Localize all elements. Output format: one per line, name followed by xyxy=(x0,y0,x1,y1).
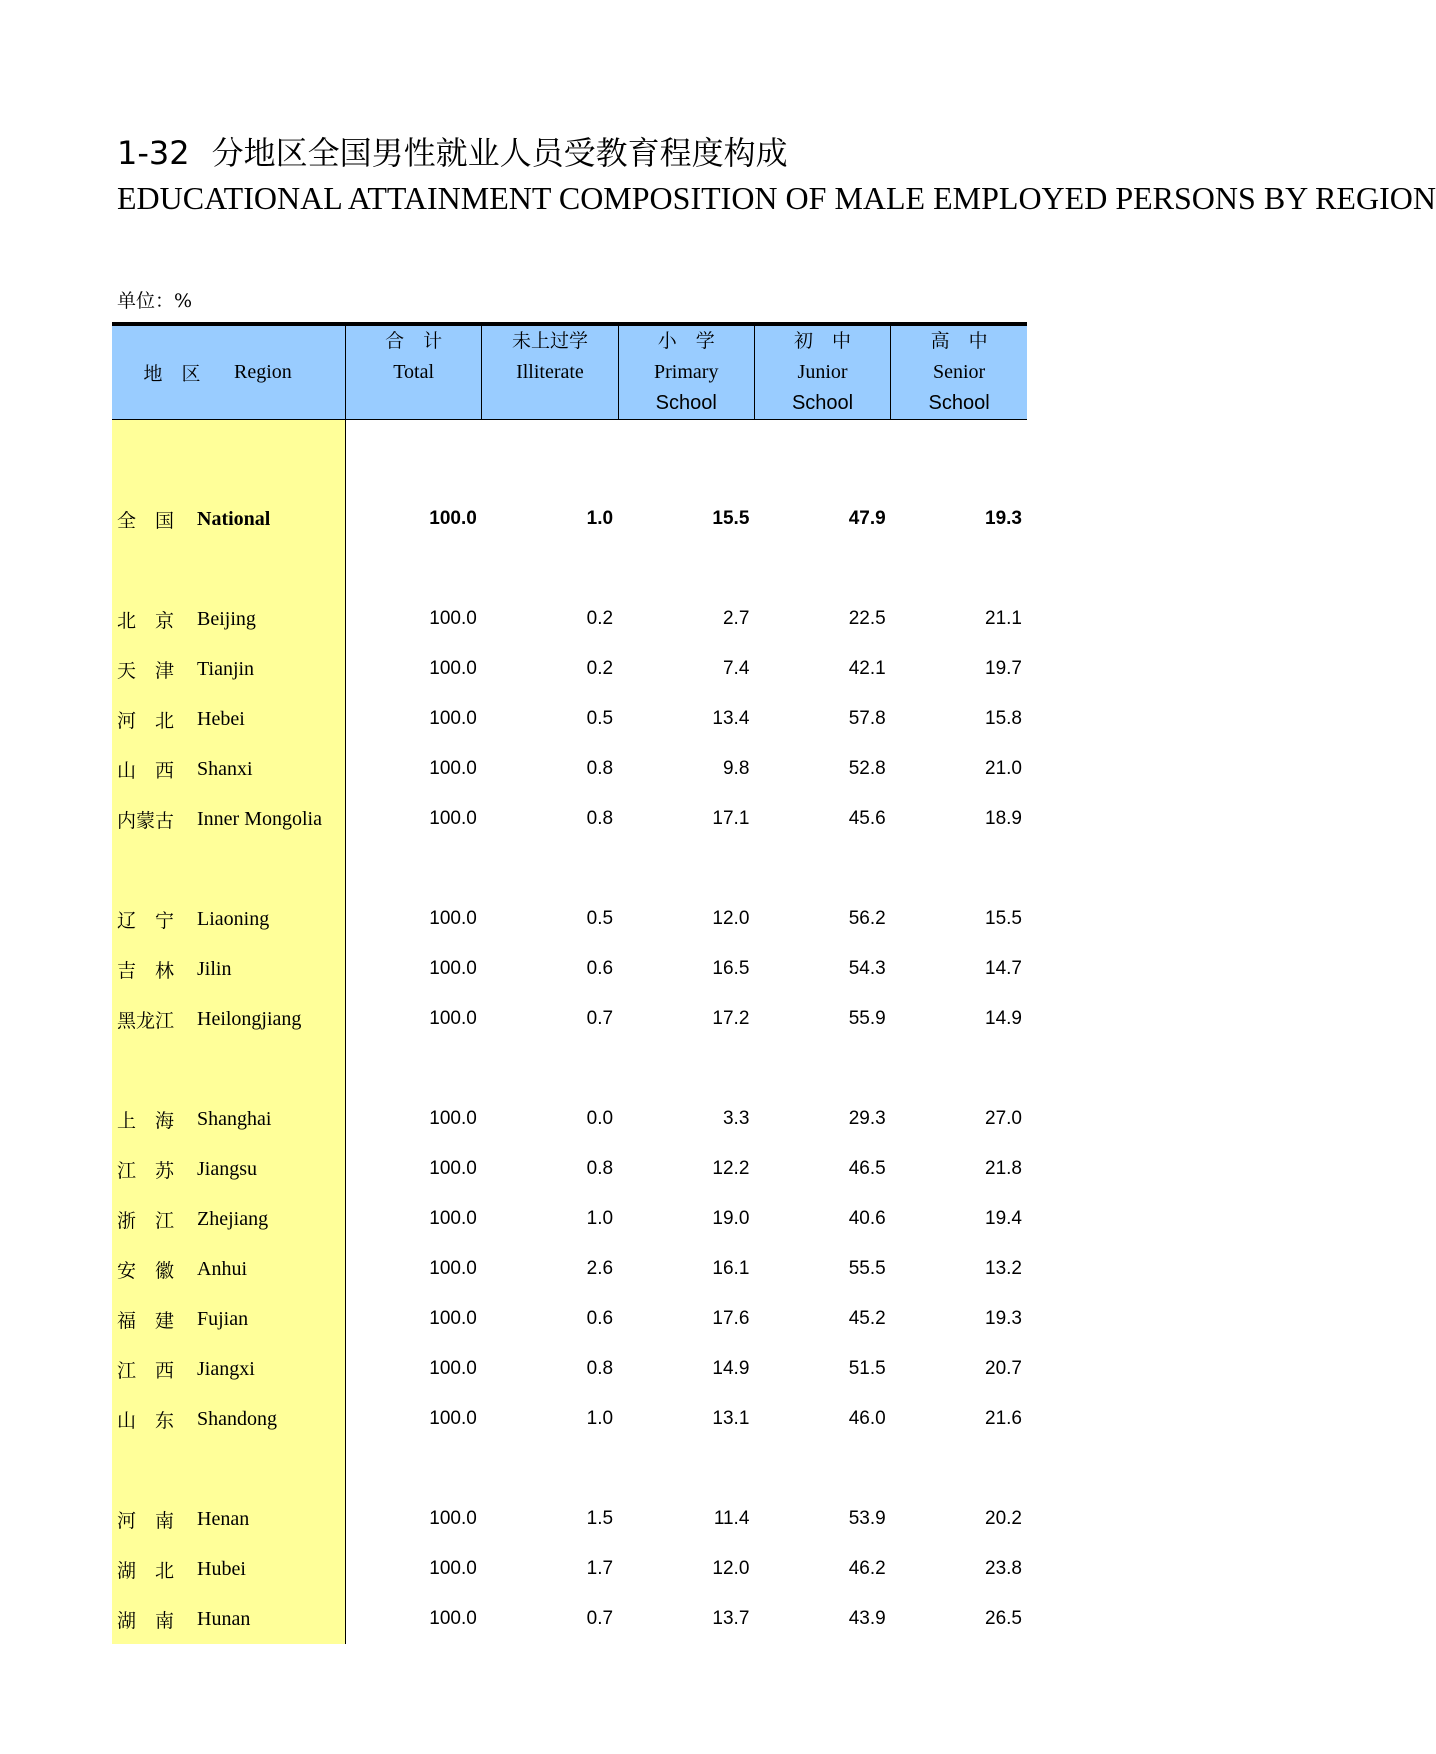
value-total: 100.0 xyxy=(429,758,477,779)
table-body xyxy=(112,420,1027,1645)
value-illiterate: 0.7 xyxy=(586,1008,614,1029)
value-junior: 46.0 xyxy=(848,1408,886,1429)
header-total xyxy=(346,324,482,420)
value-illiterate: 0.8 xyxy=(586,808,614,829)
table-row xyxy=(112,1094,1027,1144)
value-total: 100.0 xyxy=(429,1608,477,1629)
header-junior-en2: School xyxy=(791,392,854,414)
header-primary-en2: School xyxy=(655,392,717,414)
value-total: 100.0 xyxy=(429,808,477,829)
header-region-en: Region xyxy=(234,361,292,383)
value-illiterate: 0.8 xyxy=(586,1358,614,1379)
region-cell xyxy=(112,644,346,694)
value-junior: 55.9 xyxy=(848,1008,886,1029)
value-primary: 13.7 xyxy=(712,1608,750,1629)
value-senior: 21.1 xyxy=(985,608,1022,629)
table-row xyxy=(112,1244,1027,1294)
value-primary: 7.4 xyxy=(722,658,750,679)
region-name-en: Anhui xyxy=(197,1257,247,1280)
region-name-cn: 河 南 xyxy=(117,1509,175,1532)
table-row xyxy=(112,1594,1027,1644)
region-cell xyxy=(112,494,346,544)
value-senior: 19.7 xyxy=(985,658,1022,679)
spacer-row xyxy=(112,420,1027,445)
value-illiterate: 0.5 xyxy=(586,908,614,929)
value-total: 100.0 xyxy=(429,1408,477,1429)
region-cell xyxy=(112,1344,346,1394)
value-senior: 14.7 xyxy=(985,958,1022,979)
header-row xyxy=(112,324,1027,420)
value-primary: 12.2 xyxy=(712,1158,750,1179)
value-junior: 40.6 xyxy=(848,1208,886,1229)
spacer-row xyxy=(112,544,1027,594)
value-primary: 19.0 xyxy=(712,1208,750,1229)
region-cell xyxy=(112,1494,346,1544)
table-row xyxy=(112,494,1027,544)
value-total: 100.0 xyxy=(429,1508,477,1529)
spacer-row xyxy=(112,844,1027,894)
header-senior xyxy=(891,324,1027,420)
table-row xyxy=(112,794,1027,844)
table-row xyxy=(112,994,1027,1044)
value-total: 100.0 xyxy=(429,608,477,629)
value-junior: 45.6 xyxy=(848,808,886,829)
value-total: 100.0 xyxy=(429,1208,477,1229)
header-primary xyxy=(618,324,754,420)
region-cell xyxy=(112,594,346,644)
value-junior: 54.3 xyxy=(848,958,886,979)
table-row xyxy=(112,694,1027,744)
value-junior: 56.2 xyxy=(848,908,886,929)
value-junior: 51.5 xyxy=(848,1358,886,1379)
data-table xyxy=(112,322,1027,1644)
value-senior: 14.9 xyxy=(985,1008,1022,1029)
value-illiterate: 0.2 xyxy=(586,658,614,679)
value-primary: 17.1 xyxy=(712,808,750,829)
region-name-en: Zhejiang xyxy=(197,1207,269,1230)
value-senior: 18.9 xyxy=(985,808,1022,829)
spacer-row xyxy=(112,444,1027,494)
value-illiterate: 0.8 xyxy=(586,1158,614,1179)
value-junior: 55.5 xyxy=(848,1258,886,1279)
header-total-cn: 合 计 xyxy=(385,330,443,352)
region-name-cn: 内蒙古 xyxy=(117,809,175,832)
region-name-en: National xyxy=(197,507,271,530)
value-illiterate: 0.6 xyxy=(586,958,614,979)
value-junior: 22.5 xyxy=(848,608,886,629)
spacer-row xyxy=(112,1444,1027,1494)
value-total: 100.0 xyxy=(429,1358,477,1379)
value-primary: 13.4 xyxy=(712,708,750,729)
region-cell xyxy=(112,794,346,844)
value-primary: 3.3 xyxy=(722,1108,750,1129)
table-row xyxy=(112,594,1027,644)
region-name-cn: 湖 南 xyxy=(117,1609,175,1632)
header-region-cn: 地 区 xyxy=(143,363,201,385)
region-name-cn: 山 西 xyxy=(117,759,175,782)
region-name-en: Shandong xyxy=(197,1407,277,1430)
table-row xyxy=(112,1544,1027,1594)
header-region xyxy=(112,324,346,420)
table-row xyxy=(112,1294,1027,1344)
region-name-cn: 辽 宁 xyxy=(117,909,175,932)
value-primary: 2.7 xyxy=(722,608,750,629)
value-junior: 43.9 xyxy=(848,1608,886,1629)
region-cell xyxy=(112,744,346,794)
region-name-cn: 河 北 xyxy=(117,709,175,732)
value-senior: 26.5 xyxy=(985,1608,1022,1629)
value-total: 100.0 xyxy=(429,958,477,979)
value-primary: 12.0 xyxy=(712,1558,750,1579)
region-name-cn: 浙 江 xyxy=(117,1209,175,1232)
region-name-cn: 上 海 xyxy=(117,1109,175,1132)
value-illiterate: 1.5 xyxy=(586,1508,614,1529)
value-illiterate: 1.0 xyxy=(586,508,614,529)
region-name-cn: 天 津 xyxy=(117,659,175,682)
table-row xyxy=(112,894,1027,944)
value-primary: 12.0 xyxy=(712,908,750,929)
table-number: 1-32 xyxy=(117,134,190,172)
value-senior: 20.7 xyxy=(985,1358,1022,1379)
value-senior: 27.0 xyxy=(985,1108,1022,1129)
value-junior: 57.8 xyxy=(848,708,886,729)
value-senior: 21.6 xyxy=(985,1408,1022,1429)
region-name-en: Shanghai xyxy=(197,1107,272,1130)
region-name-en: Hubei xyxy=(197,1557,246,1580)
value-total: 100.0 xyxy=(429,1158,477,1179)
value-illiterate: 0.6 xyxy=(586,1308,614,1329)
value-illiterate: 2.6 xyxy=(586,1258,614,1279)
value-primary: 16.1 xyxy=(712,1258,750,1279)
value-illiterate: 0.7 xyxy=(586,1608,614,1629)
value-primary: 11.4 xyxy=(713,1508,750,1529)
value-junior: 47.9 xyxy=(848,508,886,529)
region-cell xyxy=(112,1394,346,1444)
value-senior: 21.8 xyxy=(985,1158,1022,1179)
region-name-en: Jiangxi xyxy=(197,1357,255,1380)
value-senior: 19.3 xyxy=(985,508,1022,529)
value-total: 100.0 xyxy=(429,1558,477,1579)
value-senior: 23.8 xyxy=(985,1558,1022,1579)
region-cell xyxy=(112,944,346,994)
value-senior: 13.2 xyxy=(985,1258,1022,1279)
value-total: 100.0 xyxy=(429,1258,477,1279)
value-primary: 14.9 xyxy=(712,1358,750,1379)
value-primary: 17.2 xyxy=(712,1008,750,1029)
value-senior: 15.5 xyxy=(985,908,1022,929)
value-primary: 9.8 xyxy=(722,758,750,779)
value-primary: 16.5 xyxy=(712,958,750,979)
unit-label: 单位：% xyxy=(117,290,193,312)
value-primary: 17.6 xyxy=(712,1308,750,1329)
region-name-en: Tianjin xyxy=(197,657,255,680)
value-illiterate: 1.0 xyxy=(586,1208,614,1229)
value-primary: 15.5 xyxy=(712,508,750,529)
header-senior-cn: 高 中 xyxy=(930,330,988,352)
header-primary-cn: 小 学 xyxy=(657,330,715,352)
table-row xyxy=(112,744,1027,794)
value-illiterate: 0.5 xyxy=(586,708,614,729)
region-name-en: Hunan xyxy=(197,1607,251,1630)
value-junior: 46.2 xyxy=(848,1558,886,1579)
header-illiterate-cn: 未上过学 xyxy=(511,330,588,352)
table-row xyxy=(112,944,1027,994)
region-cell xyxy=(112,694,346,744)
header-senior-en2: School xyxy=(928,392,990,414)
region-cell xyxy=(112,994,346,1044)
region-name-cn: 湖 北 xyxy=(117,1559,175,1582)
region-name-cn: 全 国 xyxy=(117,509,175,532)
table-row xyxy=(112,1394,1027,1444)
region-cell xyxy=(112,1294,346,1344)
value-senior: 19.3 xyxy=(985,1308,1022,1329)
value-illiterate: 0.0 xyxy=(586,1108,614,1129)
value-junior: 45.2 xyxy=(848,1308,886,1329)
region-cell xyxy=(112,1244,346,1294)
value-total: 100.0 xyxy=(429,1308,477,1329)
region-name-en: Jilin xyxy=(197,957,232,980)
header-total-en: Total xyxy=(393,361,435,383)
spacer-row xyxy=(112,1044,1027,1094)
header-illiterate xyxy=(482,324,618,420)
region-cell xyxy=(112,1194,346,1244)
table-row xyxy=(112,644,1027,694)
header-junior xyxy=(754,324,890,420)
region-name-en: Beijing xyxy=(197,607,256,630)
value-illiterate: 0.8 xyxy=(586,758,614,779)
region-name-cn: 黑龙江 xyxy=(117,1009,175,1032)
value-senior: 19.4 xyxy=(985,1208,1022,1229)
title-cn-text: 分地区全国男性就业人员受教育程度构成 xyxy=(211,134,788,172)
header-primary-en: Primary xyxy=(654,361,719,383)
value-junior: 29.3 xyxy=(848,1108,886,1129)
value-senior: 20.2 xyxy=(985,1508,1022,1529)
region-name-cn: 北 京 xyxy=(117,609,175,632)
region-cell xyxy=(112,1544,346,1594)
value-total: 100.0 xyxy=(429,508,477,529)
region-name-cn: 福 建 xyxy=(117,1309,175,1332)
table-row xyxy=(112,1494,1027,1544)
header-junior-cn: 初 中 xyxy=(794,330,852,352)
region-cell xyxy=(112,894,346,944)
region-name-cn: 江 西 xyxy=(117,1359,175,1382)
region-name-en: Shanxi xyxy=(197,757,253,780)
value-illiterate: 1.7 xyxy=(586,1558,614,1579)
value-junior: 52.8 xyxy=(848,758,886,779)
value-junior: 53.9 xyxy=(848,1508,886,1529)
region-name-en: Jiangsu xyxy=(197,1157,257,1180)
value-junior: 46.5 xyxy=(848,1158,886,1179)
region-name-cn: 山 东 xyxy=(117,1409,175,1432)
header-junior-en: Junior xyxy=(797,361,848,383)
value-primary: 13.1 xyxy=(712,1408,750,1429)
region-name-en: Heilongjiang xyxy=(197,1007,302,1030)
region-name-en: Hebei xyxy=(197,707,245,730)
value-illiterate: 0.2 xyxy=(586,608,614,629)
table-title-cn xyxy=(117,128,788,174)
region-name-en: Henan xyxy=(197,1507,250,1530)
value-total: 100.0 xyxy=(429,658,477,679)
value-total: 100.0 xyxy=(429,1108,477,1129)
value-illiterate: 1.0 xyxy=(586,1408,614,1429)
header-senior-en: Senior xyxy=(932,361,986,383)
table-row xyxy=(112,1344,1027,1394)
region-name-cn: 安 徽 xyxy=(117,1259,175,1282)
region-cell xyxy=(112,1144,346,1194)
value-total: 100.0 xyxy=(429,708,477,729)
value-junior: 42.1 xyxy=(848,658,886,679)
region-name-en: Fujian xyxy=(197,1307,249,1330)
region-name-cn: 江 苏 xyxy=(117,1159,175,1182)
table-title-en: EDUCATIONAL ATTAINMENT COMPOSITION OF MALE EMPLOYED PERSONS BY REGION xyxy=(117,180,1436,216)
region-cell xyxy=(112,1594,346,1644)
value-senior: 15.8 xyxy=(985,708,1022,729)
header-illiterate-en: Illiterate xyxy=(516,361,584,383)
region-name-cn: 吉 林 xyxy=(117,959,175,982)
value-total: 100.0 xyxy=(429,1008,477,1029)
region-name-en: Liaoning xyxy=(197,907,270,930)
region-cell xyxy=(112,1094,346,1144)
value-total: 100.0 xyxy=(429,908,477,929)
region-name-en: Inner Mongolia xyxy=(197,807,322,830)
table-row xyxy=(112,1144,1027,1194)
table-row xyxy=(112,1194,1027,1244)
value-senior: 21.0 xyxy=(985,758,1022,779)
